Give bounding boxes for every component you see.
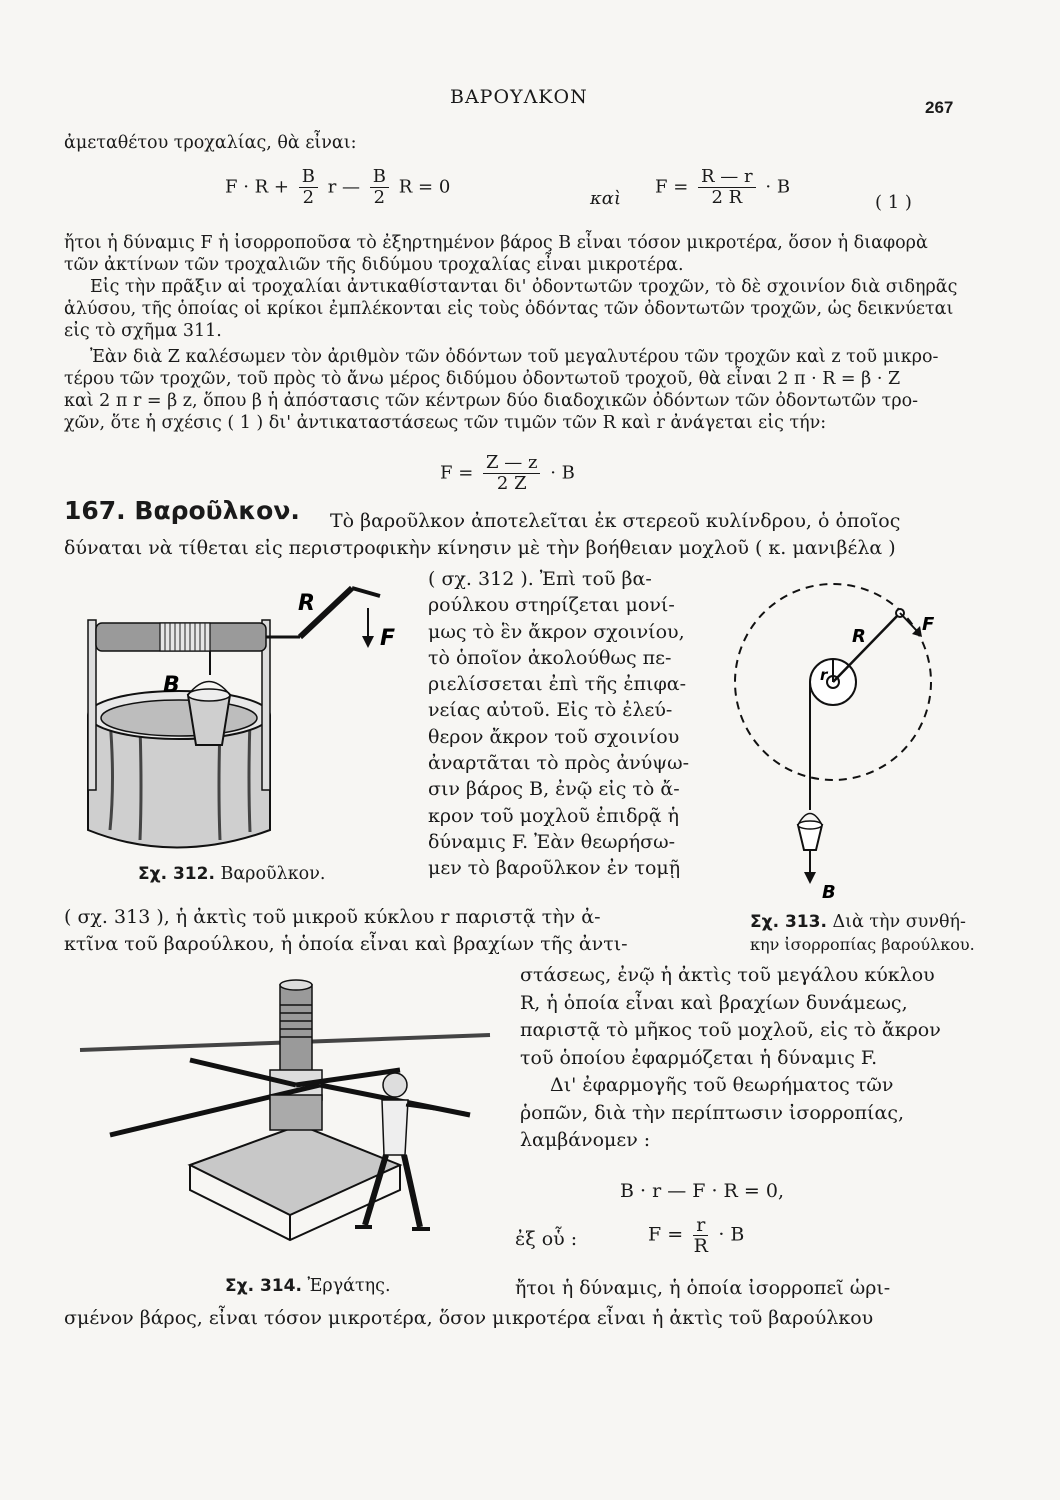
para1-line: ἤτοι ἡ δύναμις F ἡ ἰσορροποῦσα τὸ ἐξηρτημένον βάρος B εἶναι τόσον μικροτέρα, ὅσον ἡ διαφορὰ: [64, 233, 928, 253]
column-line: δύναμις F. Ἐὰν θεωρήσω-: [428, 830, 675, 853]
column-text: [428, 566, 689, 882]
wide-line: κτῖνα τοῦ βαρούλκου, ἡ ὁποία εἶναι καὶ βραχίων τῆς ἀντι-: [64, 933, 628, 955]
column2-line: Δι' ἐφαρμογῆς τοῦ θεωρήματος τῶν: [550, 1074, 894, 1096]
column-line: μως τὸ ἓν ἄκρον σχοινίου,: [428, 620, 685, 643]
column-line: τὸ ὁποῖον ἀκολούθως πε-: [428, 646, 672, 669]
column2-text: [520, 962, 941, 1155]
label-B: B: [822, 882, 836, 900]
column-line: ἀναρτᾶται τὸ πρὸς ἀνύψω-: [428, 752, 690, 775]
section-line: Τὸ βαροῦλκον ἀποτελεῖται ἐκ στερεοῦ κυλίνδρου, ὁ ὁποῖος: [330, 510, 901, 532]
column-line: ( σχ. 312 ). Ἐπὶ τοῦ βα-: [428, 568, 652, 590]
running-header: ΒΑΡΟΥΛΚΟΝ: [450, 86, 588, 108]
column-line: θερον ἄκρον τοῦ σχοινίου: [428, 725, 680, 748]
equation-2: F = $\frac{Z — z}{2 Z}$ · B: [440, 452, 575, 494]
section-heading: 167. Βαροῦλκον.: [64, 496, 300, 525]
label-r: r: [820, 666, 828, 684]
caption-fig314: Σχ. 314. Ἐργάτης.: [225, 1276, 391, 1296]
caption-fig313: Σχ. 313. Διὰ τὴν συνθή-: [750, 912, 966, 932]
page-number: 267: [925, 98, 954, 117]
column2-line: στάσεως, ἐνῷ ἡ ἀκτὶς τοῦ μεγάλου κύκλου: [520, 964, 935, 986]
equation-3: B · r — F · R = 0,: [620, 1180, 784, 1202]
label-F: F: [922, 614, 935, 635]
para1-line: ἁλύσου, τῆς ὁποίας οἱ κρίκοι ἐμπλέκονται εἰς τοὺς ὀδόντας τῶν ὀδοντωτῶν τροχῶν, ὡς δεικνύεται: [64, 299, 954, 319]
column-line: μεν τὸ βαροῦλκον ἐν τομῇ: [428, 857, 681, 880]
para1-line: καὶ 2 π r = β z, ὅπου β ἡ ἀπόστασις τῶν κέντρων δύο διαδοχικῶν ὀδόντων τῶν ὀδοντωτῶν τρο-: [64, 391, 919, 411]
label-R: R: [298, 591, 315, 616]
column-line: κρον τοῦ μοχλοῦ ἐπιδρᾷ ἡ: [428, 804, 679, 827]
column-line: σιν βάρος B, ἐνῷ εἰς τὸ ἄ-: [428, 778, 680, 801]
column2-line: παριστᾷ τὸ μῆκος τοῦ μοχλοῦ, εἰς τὸ ἄκρον: [520, 1019, 941, 1041]
para1-line: τῶν ἀκτίνων τῶν τροχαλιῶν τῆς διδύμου τροχαλίας εἶναι μικροτέρα.: [64, 255, 684, 275]
column2-line: λαμβάνομεν :: [520, 1129, 651, 1151]
fig312-windlass-illustration: [70, 580, 410, 860]
column-line: ριελίσσεται ἐπὶ τῆς ἐπιφα-: [428, 673, 687, 696]
equation-1-kai: καὶ: [590, 188, 622, 209]
wide-line: ( σχ. 313 ), ἡ ἀκτὶς τοῦ μικροῦ κύκλου r παριστᾷ τὴν ἀ-: [64, 906, 601, 928]
column2-line: ῥοπῶν, διὰ τὴν περίπτωσιν ἰσορροπίας,: [520, 1101, 904, 1124]
final-line: ἤτοι ἡ δύναμις, ἡ ὁποία ἰσορροπεῖ ὡρι-: [515, 1277, 891, 1299]
caption-fig313-line2: κην ἰσορροπίας βαρούλκου.: [750, 935, 975, 954]
fig313-diagram: [730, 580, 950, 900]
label-R: R: [852, 626, 866, 647]
equation-1-label: ( 1 ): [875, 192, 912, 213]
para1-line: Ἐὰν διὰ Z καλέσωμεν τὸν ἀριθμὸν τῶν ὀδόντων τοῦ μεγαλυτέρου τῶν τροχῶν καὶ z τοῦ μικρο-: [90, 347, 939, 367]
para1-line: τέρου τῶν τροχῶν, τοῦ πρὸς τὸ ἄνω μέρος διδύμου ὀδοντωτοῦ τροχοῦ, θὰ εἶναι 2 π · R = β · Z: [64, 369, 901, 389]
column-line: νείας αὐτοῦ. Εἰς τὸ ἐλεύ-: [428, 699, 673, 722]
column2-line: τοῦ ὁποίου ἐφαρμόζεται ἡ δύναμις F.: [520, 1046, 878, 1069]
equation-1: F · R + $\frac{B}{2}$ r — $\frac{B}{2}$ R = 0: [225, 166, 451, 208]
column2-line: R, ἡ ὁποία εἶναι καὶ βραχίων δυνάμεως,: [520, 991, 908, 1014]
intro-line: ἀμεταθέτου τροχαλίας, θὰ εἶναι:: [64, 133, 357, 153]
label-F: F: [380, 626, 396, 651]
para1-line: εἰς τὸ σχῆμα 311.: [64, 321, 222, 341]
column-line: ρούλκου στηρίζεται μονί-: [428, 594, 675, 617]
equation-4-prefix: ἐξ οὗ :: [515, 1228, 578, 1250]
label-B: B: [163, 673, 180, 698]
section-line: δύναται νὰ τίθεται εἰς περιστροφικὴν κίνησιν μὲ τὴν βοήθειαν μοχλοῦ ( κ. μανιβέλα ): [64, 537, 896, 559]
para1-line: χῶν, ὅτε ἡ σχέσις ( 1 ) δι' ἀντικαταστάσεως τῶν τιμῶν τῶν R καὶ r ἀνάγεται εἰς τήν:: [64, 413, 827, 433]
para1-line: Εἰς τὴν πρᾶξιν αἱ τροχαλίαι ἀντικαθίστανται δι' ὀδοντωτῶν τροχῶν, τὸ δὲ σχοινίον διὰ σιδηρᾶς: [90, 277, 958, 297]
equation-1-solved: F = $\frac{R — r}{2 R}$ · B: [655, 166, 791, 208]
equation-4: F = $\frac{r}{R}$ · B: [648, 1214, 745, 1257]
final-line: σμένον βάρος, εἶναι τόσον μικροτέρα, ὅσον μικροτέρα εἶναι ἡ ἀκτὶς τοῦ βαρούλκου: [64, 1307, 874, 1329]
caption-fig312: Σχ. 312. Βαροῦλκον.: [138, 864, 326, 884]
fig314-capstan-illustration: [70, 965, 510, 1265]
